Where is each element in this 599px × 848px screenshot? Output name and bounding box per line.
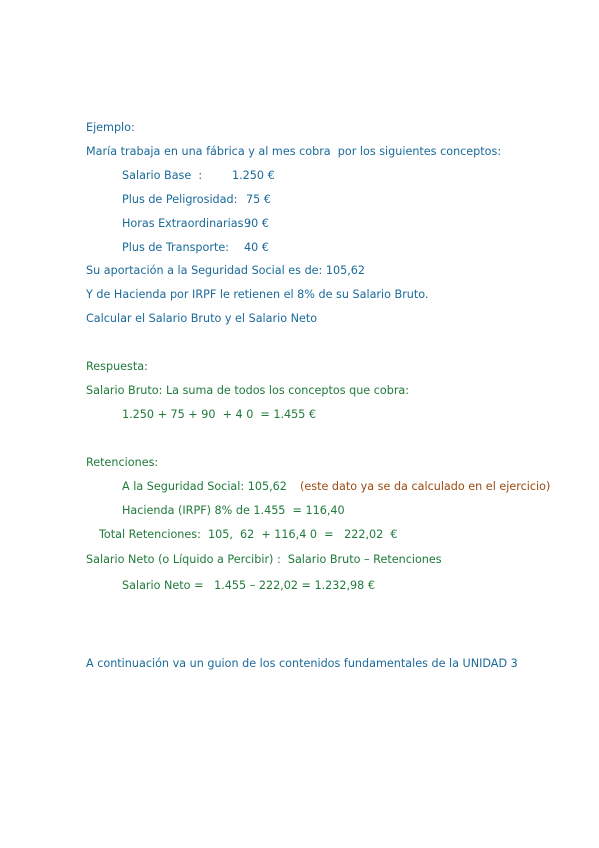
ejemplo-intro: María trabaja en una fábrica y al mes cobra por los siguientes conceptos: <box>86 145 502 158</box>
hacienda-irpf-calculation: Hacienda (IRPF) 8% de 1.455 = 116,40 <box>122 504 345 517</box>
ejemplo-heading: Ejemplo: <box>86 121 135 134</box>
concepto-value-plus-peligrosidad: 75 € <box>246 193 271 206</box>
seguridad-social-label: A la Seguridad Social: 105,62 <box>122 480 287 493</box>
concepto-label-plus-transporte: Plus de Transporte: <box>122 241 230 254</box>
calcular-text: Calcular el Salario Bruto y el Salario Neto <box>86 312 318 325</box>
salario-bruto-definition: Salario Bruto: La suma de todos los conceptos que cobra: <box>86 384 410 397</box>
concepto-label-plus-peligrosidad: Plus de Peligrosidad: <box>122 193 238 206</box>
seguridad-social-note: (este dato ya se da calculado en el ejercicio) <box>300 480 551 493</box>
retenciones-heading: Retenciones: <box>86 456 159 469</box>
salario-neto-definition: Salario Neto (o Líquido a Percibir) : Salario Bruto – Retenciones <box>86 553 442 566</box>
seguridad-social-text: Su aportación a la Seguridad Social es de: 105,62 <box>86 264 366 277</box>
concepto-value-plus-transporte: 40 € <box>244 241 269 254</box>
hacienda-text: Y de Hacienda por IRPF le retienen el 8% de su Salario Bruto. <box>86 288 429 301</box>
continuacion-text: A continuación va un guion de los contenidos fundamentales de la UNIDAD 3 <box>86 657 518 670</box>
concepto-label-salario-base: Salario Base : <box>122 169 203 182</box>
concepto-label-horas-extra: Horas Extraordinarias : <box>122 217 251 230</box>
concepto-value-horas-extra: 90 € <box>244 217 269 230</box>
salario-neto-calculation: Salario Neto = 1.455 – 222,02 = 1.232,98 € <box>122 579 375 592</box>
concepto-value-salario-base: 1.250 € <box>232 169 275 182</box>
salario-bruto-calculation: 1.250 + 75 + 90 + 4 0 = 1.455 € <box>122 408 317 421</box>
respuesta-heading: Respuesta: <box>86 360 148 373</box>
total-retenciones: Total Retenciones: 105, 62 + 116,4 0 = 222,02 € <box>99 528 398 541</box>
